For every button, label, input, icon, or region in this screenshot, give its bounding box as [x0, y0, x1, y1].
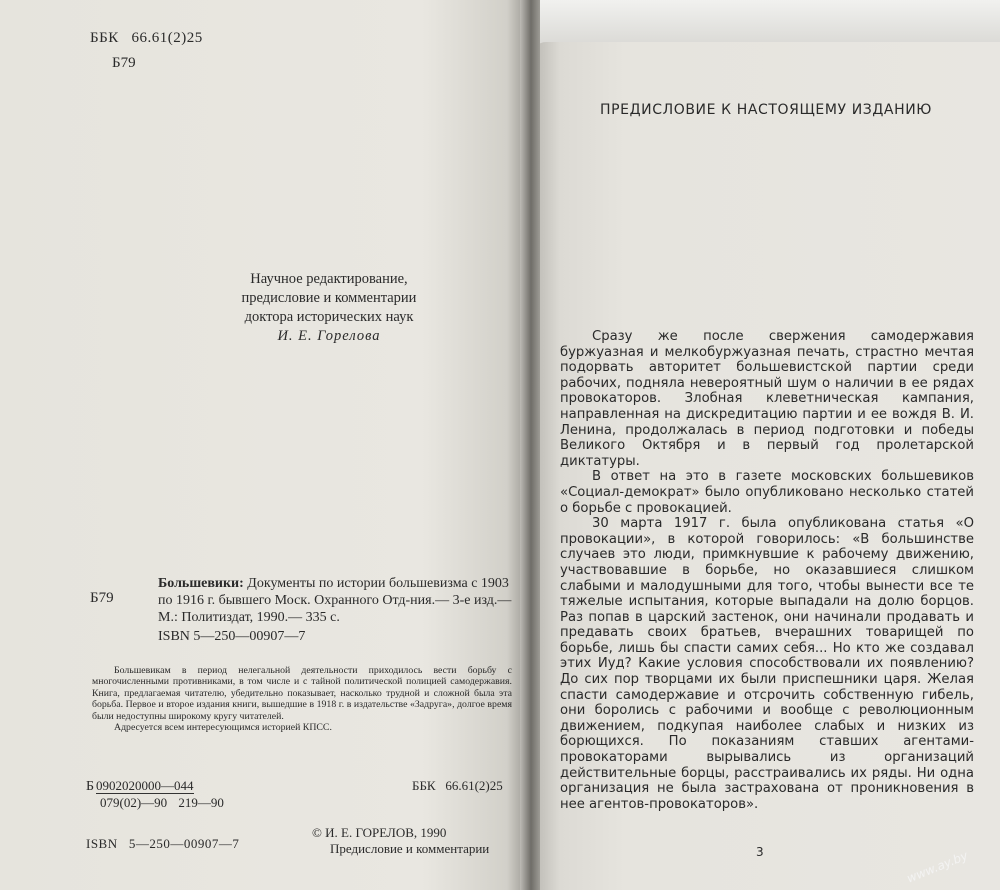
annotation-audience: Адресуется всем интересующимся историей КПСС.	[114, 722, 332, 734]
page-number: 3	[756, 845, 764, 859]
preface-heading: ПРЕДИСЛОВИЕ К НАСТОЯЩЕМУ ИЗДАНИЮ	[600, 102, 932, 118]
order-code-second-line	[100, 795, 224, 811]
paragraph: Сразу же после свержения самодержавия буржуазная и мелкобуржуазная печать, страстно мечтая подорвать авторитет большевистской партии среди рабочих, подняла невероятный шум о наличии в ее рядах провокаторов. Злобная клеветническая кампания, направленная на дискредитацию партии и ее вождя В. И. Ленина, продолжалась в период подготовки и победы Великого Октября и в первый год пролетарской диктатуры.	[560, 329, 974, 469]
bbk-code: ББК 66.61(2)25	[90, 30, 203, 46]
order-code-top: 0902020000—044	[96, 778, 194, 793]
catalog-isbn: ISBN 5—250—00907—7	[158, 629, 306, 644]
copyright	[312, 825, 489, 857]
order-code-suffix: 219—90	[178, 795, 224, 810]
paragraph: В ответ на это в газете московских большевиков «Социал-демократ» было опубликовано несколько статей о борьбе с провокацией.	[560, 469, 974, 516]
paragraph: 30 марта 1917 г. была опубликована статья «О провокации», в которой говорилось: «В большинстве случаев это люди, примкнувшие к рабочему движению, участвовавшие в борьбе, но оказавшиеся слишком слабыми и малодушными для того, чтобы вынести все те тяжелые испытания, которые выпадали на долю борцов. Раз попав в царский застенок, они начинали продавать и предавать своих братьев, вчерашних товарищей по борьбе, лишь бы спасти самих себя... Но кто же создавал этих Иуд? Какие условия способствовали их появлению? До сих пор творцами их были приспешники царя. Желая спасти самодержавие и отсрочить собственную гибель, они боролись с рабочими и вообще с революционным движением, подкупая наиболее слабых и низких из борющихся. По показаниям ставших агентами-провокаторами вырывались из организаций действительные борцы, расстраивались их ряды. Ни одна организация не была застрахована от проникновения в нее агентов-провокаторов».	[560, 516, 974, 812]
editing-credit-line: Научное редактирование,	[250, 271, 408, 287]
editing-credit-line: доктора исторических наук	[244, 309, 414, 325]
copyright-line: Предисловие и комментарии	[330, 841, 490, 856]
watermark: www.ay.by	[904, 848, 970, 886]
catalog-description: Документы по истории большевизма с 1903 по 1916 г. бывшего Моск. Охранного Отд-ния.— 3-е изд.—М.: Политиздат, 1990.— 335 с.	[158, 576, 512, 625]
annotation-text: Большевикам в период нелегальной деятельности приходилось вести борьбу с многочисленными противниками, в том числе и с тайной политической полицией самодержавия. Книга, предлагаемая читателю, убедительно показывает, насколько трудной и сложной была эта борьба. Первое и второе издания книги, вышедшие в 1918 г. в издательстве «Задруга», долгое время были недоступны широкому кругу читателей.	[92, 665, 512, 722]
annotation	[92, 665, 512, 733]
catalog-entry	[90, 575, 520, 645]
udc-code: Б79	[112, 55, 136, 71]
background-sky	[540, 0, 1000, 48]
copyright-line: © И. Е. ГОРЕЛОВ, 1990	[312, 825, 447, 840]
order-code-bottom: 079(02)—90	[100, 795, 168, 810]
catalog-title: Большевики:	[158, 576, 244, 591]
order-code-prefix: Б	[86, 779, 95, 794]
book-gutter	[520, 0, 540, 890]
catalog-code: Б79	[90, 590, 114, 606]
editor-name: И. Е. Горелова	[277, 328, 381, 344]
order-code	[86, 778, 194, 795]
editing-credit-line: предисловие и комментарии	[241, 290, 417, 306]
isbn-bottom: ISBN 5—250—00907—7	[86, 836, 240, 851]
editing-credit	[214, 270, 444, 346]
preface-body	[560, 329, 974, 812]
bbk-bottom: ББК 66.61(2)25	[412, 778, 503, 793]
